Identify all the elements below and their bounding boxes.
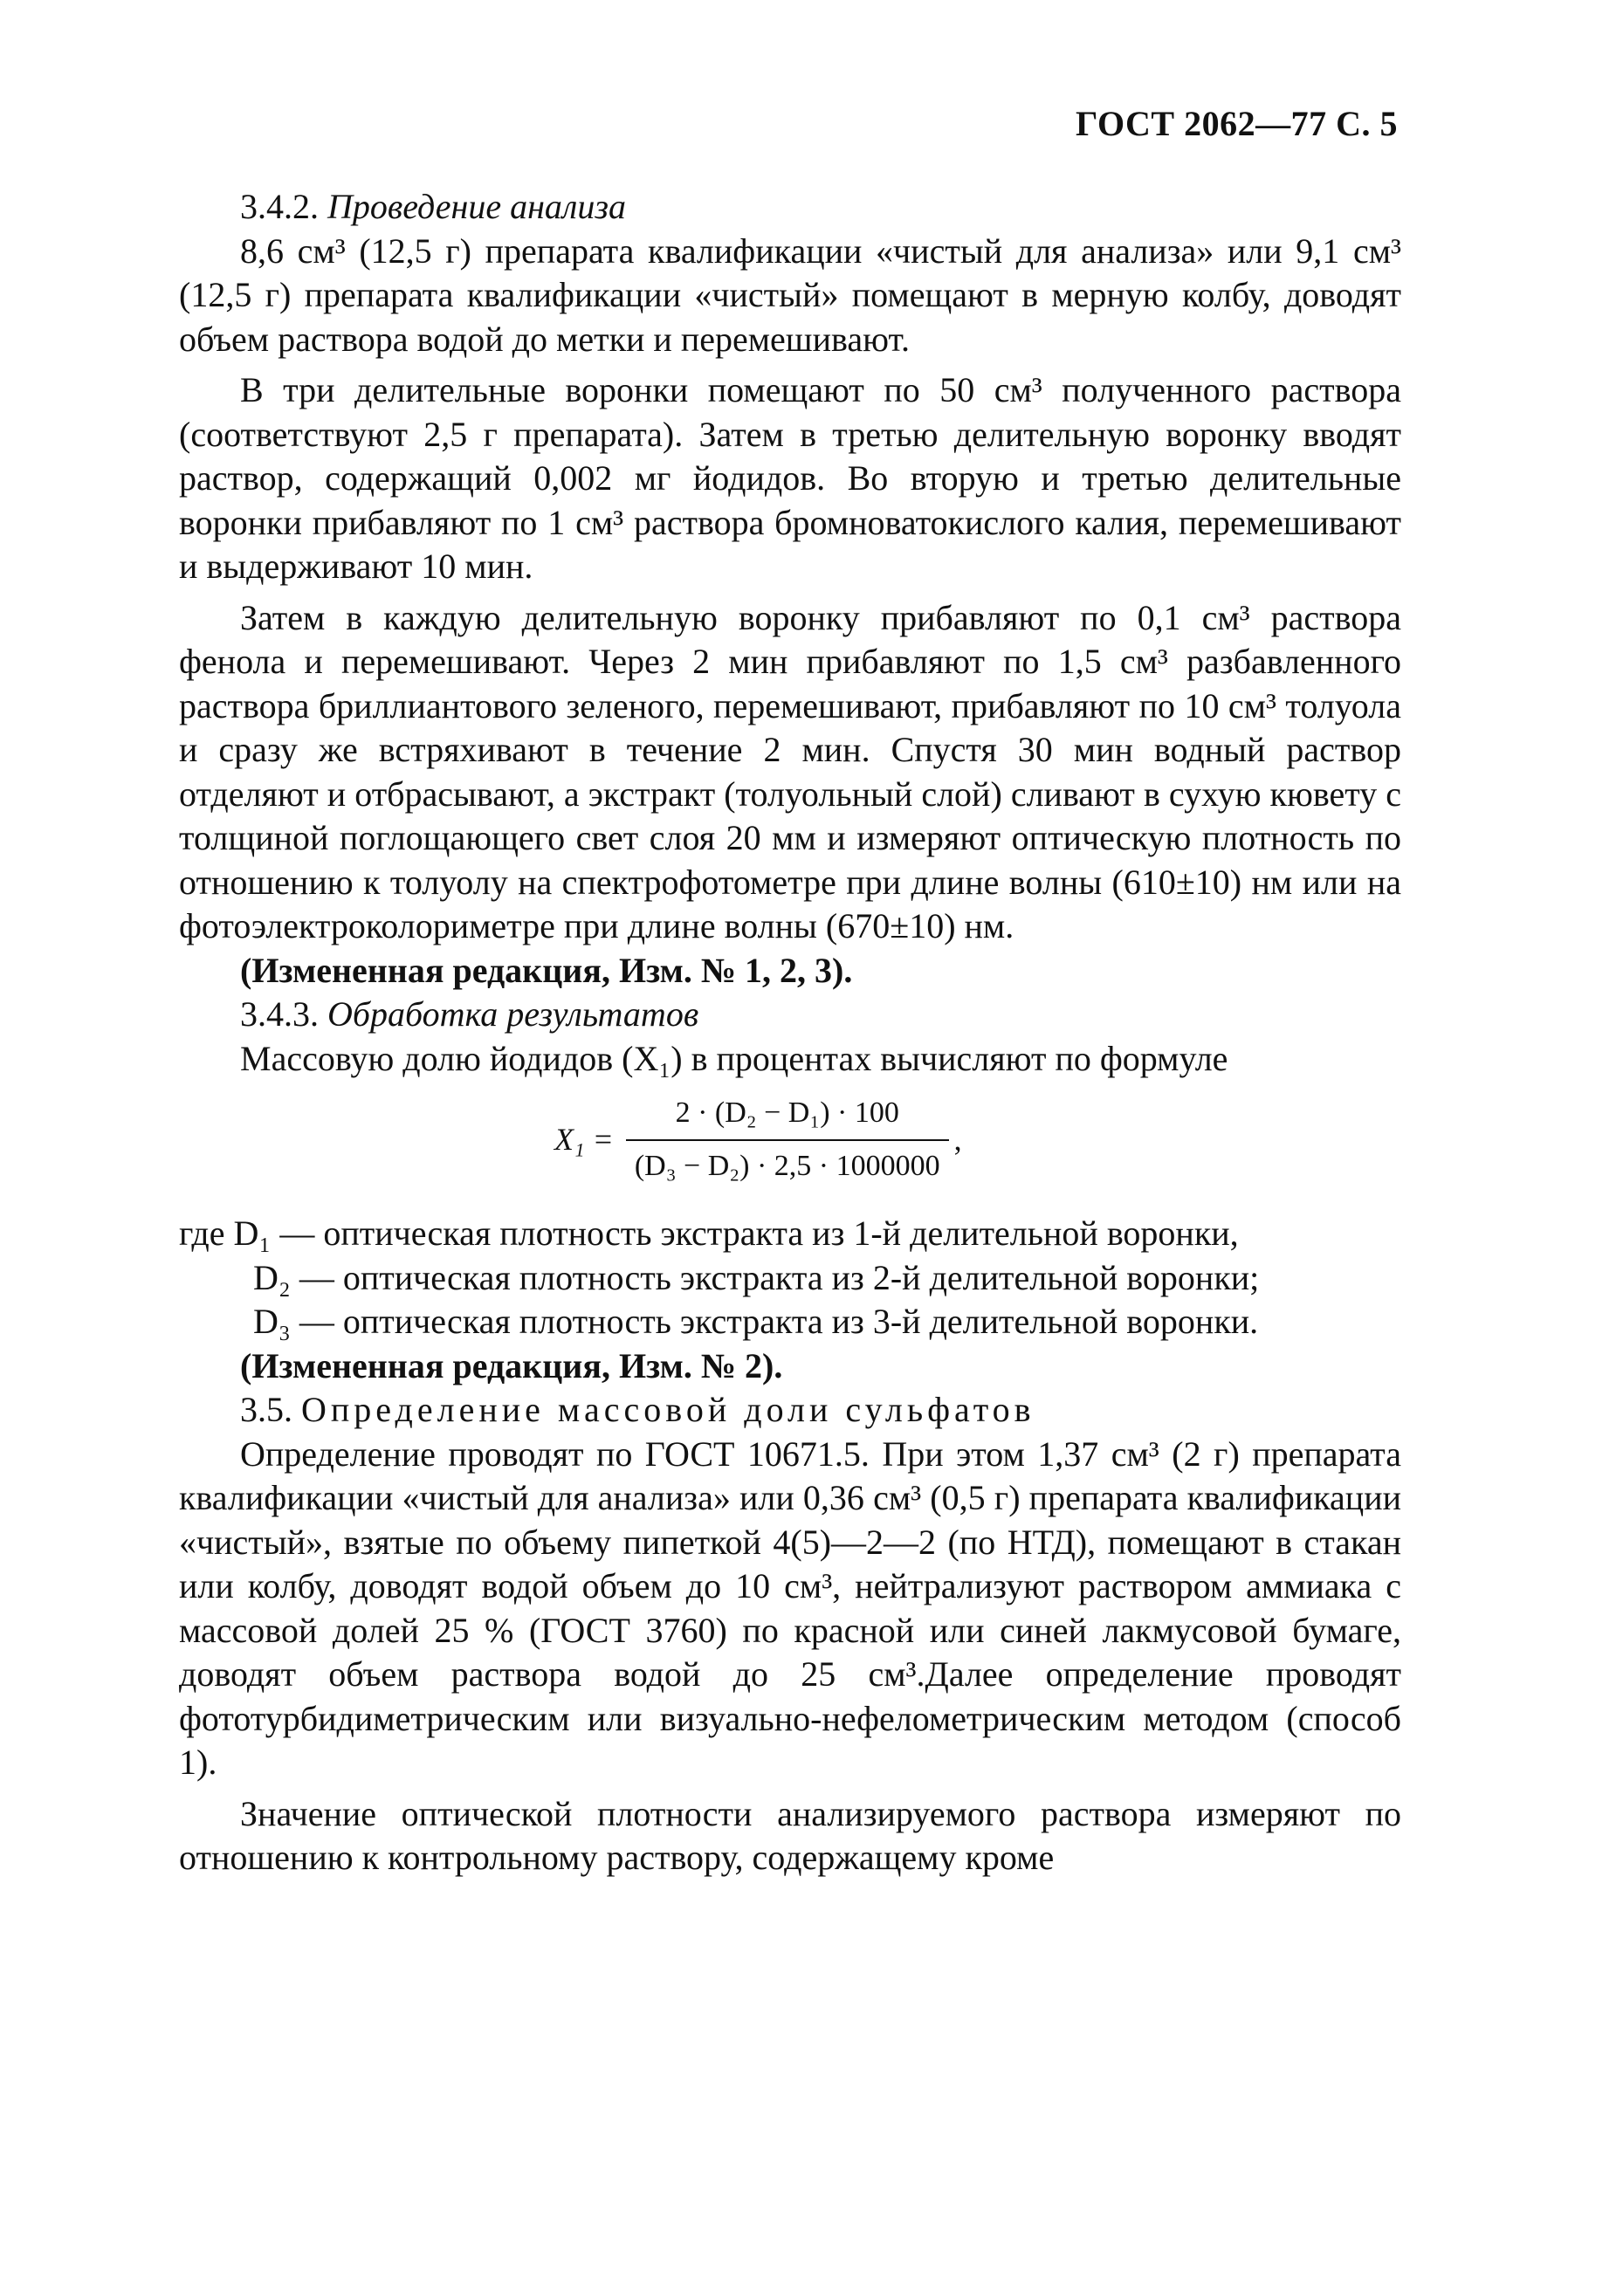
amendment-note: (Измененная редакция, Изм. № 2).: [240, 1345, 783, 1385]
section-3-4-3-heading: [179, 993, 1401, 1037]
definition-line: где D₁ — оптическая плотность экстракта из 1-й делительной воронки,: [179, 1213, 1239, 1253]
formula-trail: ,: [953, 1122, 962, 1158]
section-number: 3.4.2.: [240, 187, 319, 226]
section-number: 3.5.: [240, 1390, 292, 1429]
page-header: ГОСТ 2062—77 С. 5: [1075, 104, 1398, 143]
paragraph: Определение проводят по ГОСТ 10671.5. При этом 1,37 см³ (2 г) препарата квалификации «чистый для анализа» или 0,36 см³ (0,5 г) препарата квалификации «чистый», взятые по объему пипеткой 4(5)—2—2 (по НТД), помещают в стакан или колбу, доводят водой объем до 10 см³, нейтрализуют раствором аммиака с массовой долей 25 % (ГОСТ 3760) по красной или синей лакмусовой бумаге, доводят объем раствора водой до 25 см³.Далее определение проводят фототурбидиметрическим или визуально-нефелометрическим методом (способ 1).: [179, 1433, 1401, 1782]
formula-denominator: (D₃ − D₂) · 2,5 · 1000000: [626, 1139, 949, 1189]
formula-numerator: 2 · (D₂ − D₁) · 100: [675, 1096, 899, 1129]
section-number: 3.4.3.: [240, 994, 319, 1034]
section-3-4-2-heading: [179, 185, 1401, 230]
document-body: [179, 185, 1401, 1880]
formula-fraction: [626, 1091, 949, 1188]
amendment-note: (Измененная редакция, Изм. № 1, 2, 3).: [240, 950, 853, 990]
section-title: Определение массовой доли сульфатов: [301, 1390, 1035, 1429]
definition-line: D₂ — оптическая плотность экстракта из 2-й делительной воронки;: [253, 1257, 1260, 1297]
section-title: Проведение анализа: [327, 187, 626, 226]
section-3-5-heading: [179, 1388, 1401, 1433]
paragraph: Значение оптической плотности анализируемого раствора измеряют по отношению к контрольному раствору, содержащему кроме: [179, 1793, 1401, 1877]
paragraph: Массовую долю йодидов (X₁) в процентах вычисляют по формуле: [240, 1038, 1228, 1078]
definition-line: D₃ — оптическая плотность экстракта из 3-й делительной воронки.: [253, 1302, 1259, 1341]
section-title: Обработка результатов: [327, 994, 699, 1034]
definitions: [179, 1212, 1401, 1344]
paragraph: Затем в каждую делительную воронку прибавляют по 0,1 см³ раствора фенола и перемешивают. Через 2 мин прибавляют по 1,5 см³ разбавленного раствора бриллиантового зеленого, перемешивают, прибавляют по 10 см³ толуола и сразу же встряхивают в течение 2 мин. Спустя 30 мин водный раствор отделяют и отбрасывают, а экстракт (толуольный слой) сливают в сухую кювету с толщиной поглощающего свет слоя 20 мм и измеряют оптическую плотность по отношению к толуолу на спектрофотометре при длине волны (610±10) нм или на фотоэлектроколориметре при длине волны (670±10) нм.: [179, 597, 1401, 945]
formula: [179, 1081, 1401, 1212]
paragraph: 8,6 см³ (12,5 г) препарата квалификации «чистый для анализа» или 9,1 см³ (12,5 г) препарата квалификации «чистый» помещают в мерную колбу, доводят объем раствора водой до метки и перемешивают.: [179, 230, 1401, 359]
paragraph: В три делительные воронки помещают по 50 см³ полученного раствора (соответствуют 2,5 г препарата). Затем в третью делительную воронку вводят раствор, содержащий 0,002 мг йодидов. Во вторую и третью делительные воронки прибавляют по 1 см³ раствора бромноватокислого калия, перемешивают и выдерживают 10 мин.: [179, 370, 1401, 586]
formula-lhs: X₁ =: [554, 1122, 614, 1158]
